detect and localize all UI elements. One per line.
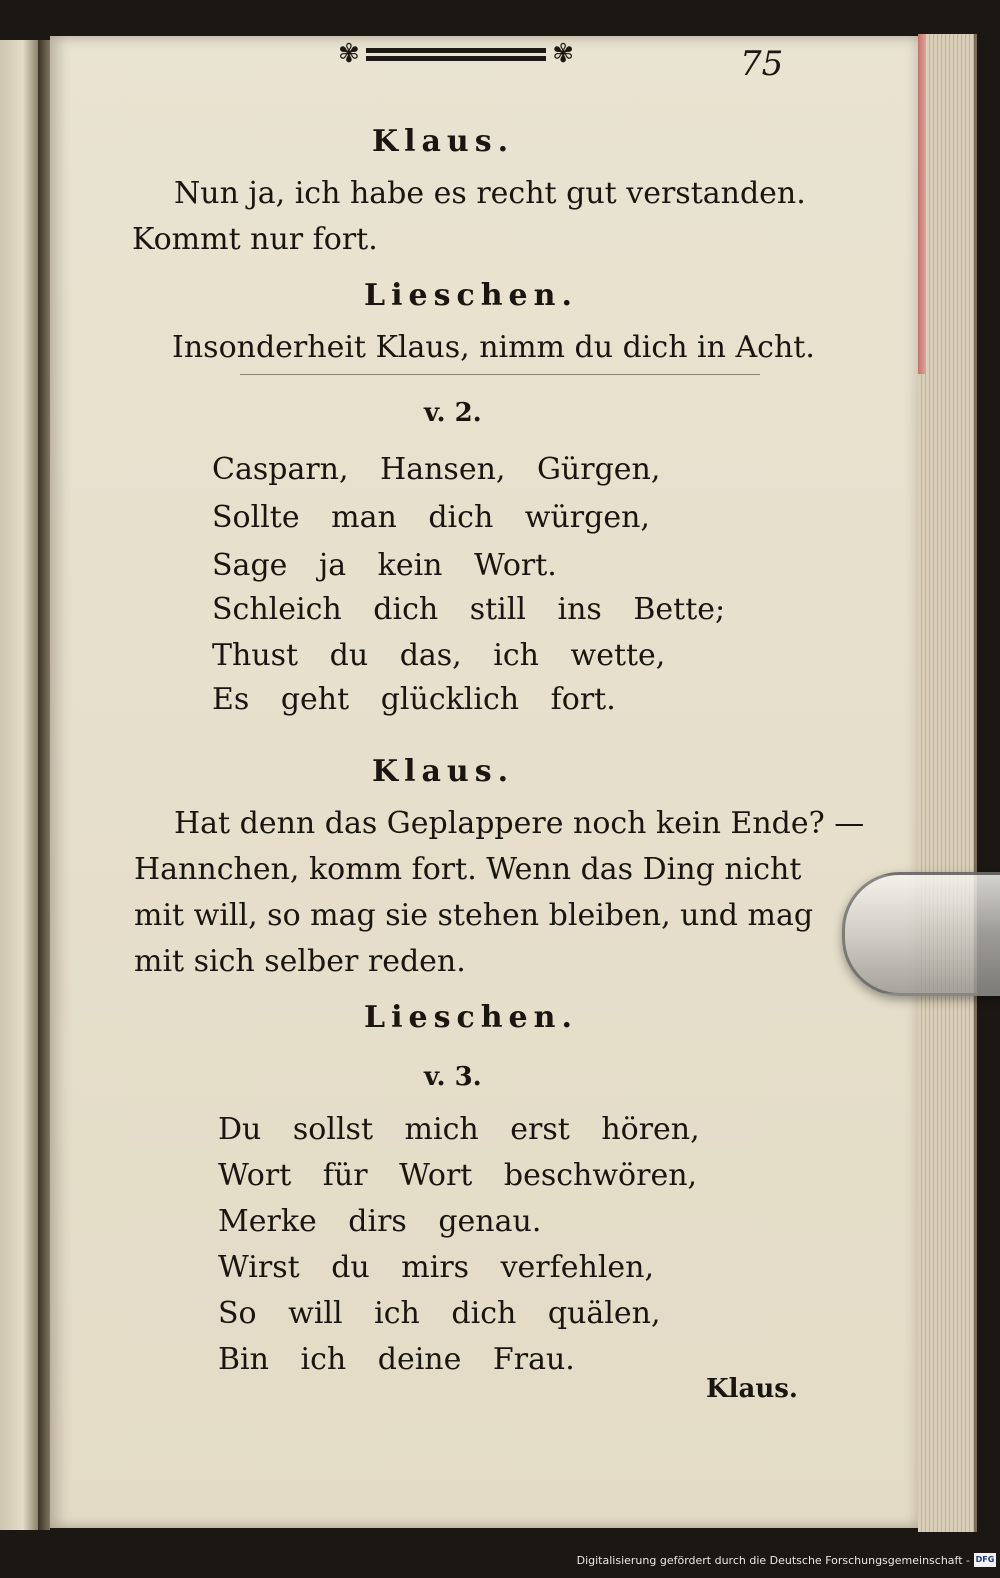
speaker-heading: Lieschen. [364,1000,578,1035]
speaker-heading: Lieschen. [364,278,578,313]
flower-ornament-icon: ✾ [338,39,360,69]
left-page-edge [0,40,40,1530]
footer-credit: Digitalisierung gefördert durch die Deutsche Forschungsgemeinschaft - [576,1554,970,1567]
speaker-heading: Klaus. [372,124,515,159]
prose-line: Insonderheit Klaus, nimm du dich in Acht. [172,330,815,365]
verse-line: Schleich dich still ins Bette; [212,592,726,627]
verse-line: Es geht glücklich fort. [212,682,616,717]
header-ornament [338,38,574,70]
verse-line: Du sollst mich erst hören, [218,1112,700,1147]
book-gutter [38,40,50,1530]
verse-number: v. 2. [424,398,482,428]
double-rule [366,45,546,63]
verse-line: Thust du das, ich wette, [212,638,666,673]
red-page-edge [918,34,926,374]
prose-line: Nun ja, ich habe es recht gut verstanden. [174,176,806,211]
speaker-heading: Klaus. [372,754,515,789]
verse-line: So will ich dich quälen, [218,1296,661,1331]
page-edges [918,34,977,1532]
prose-line: mit sich selber reden. [134,944,466,979]
page-clip [842,872,1000,996]
prose-line: Kommt nur fort. [132,222,378,257]
verse-line: Wirst du mirs verfehlen, [218,1250,655,1285]
verse-line: Casparn, Hansen, Gürgen, [212,452,661,487]
prose-line: mit will, so mag sie stehen bleiben, und mag [134,898,814,933]
catchword: Klaus. [706,1374,798,1404]
verse-line: Sollte man dich würgen, [212,500,650,535]
verse-line: Merke dirs genau. [218,1204,542,1239]
verse-line: Wort für Wort beschwören, [218,1158,698,1193]
underline-rule [240,374,760,375]
verse-number: v. 3. [424,1062,482,1092]
prose-line: Hat denn das Geplappere noch kein Ende? — [174,806,865,841]
flower-ornament-icon: ✾ [552,39,574,69]
verse-line: Bin ich deine Frau. [218,1342,575,1377]
page-number: 75 [740,44,784,84]
verse-line: Sage ja kein Wort. [212,548,557,583]
prose-line: Hannchen, komm fort. Wenn das Ding nicht [134,852,802,887]
dfg-logo: DFG [974,1553,996,1567]
